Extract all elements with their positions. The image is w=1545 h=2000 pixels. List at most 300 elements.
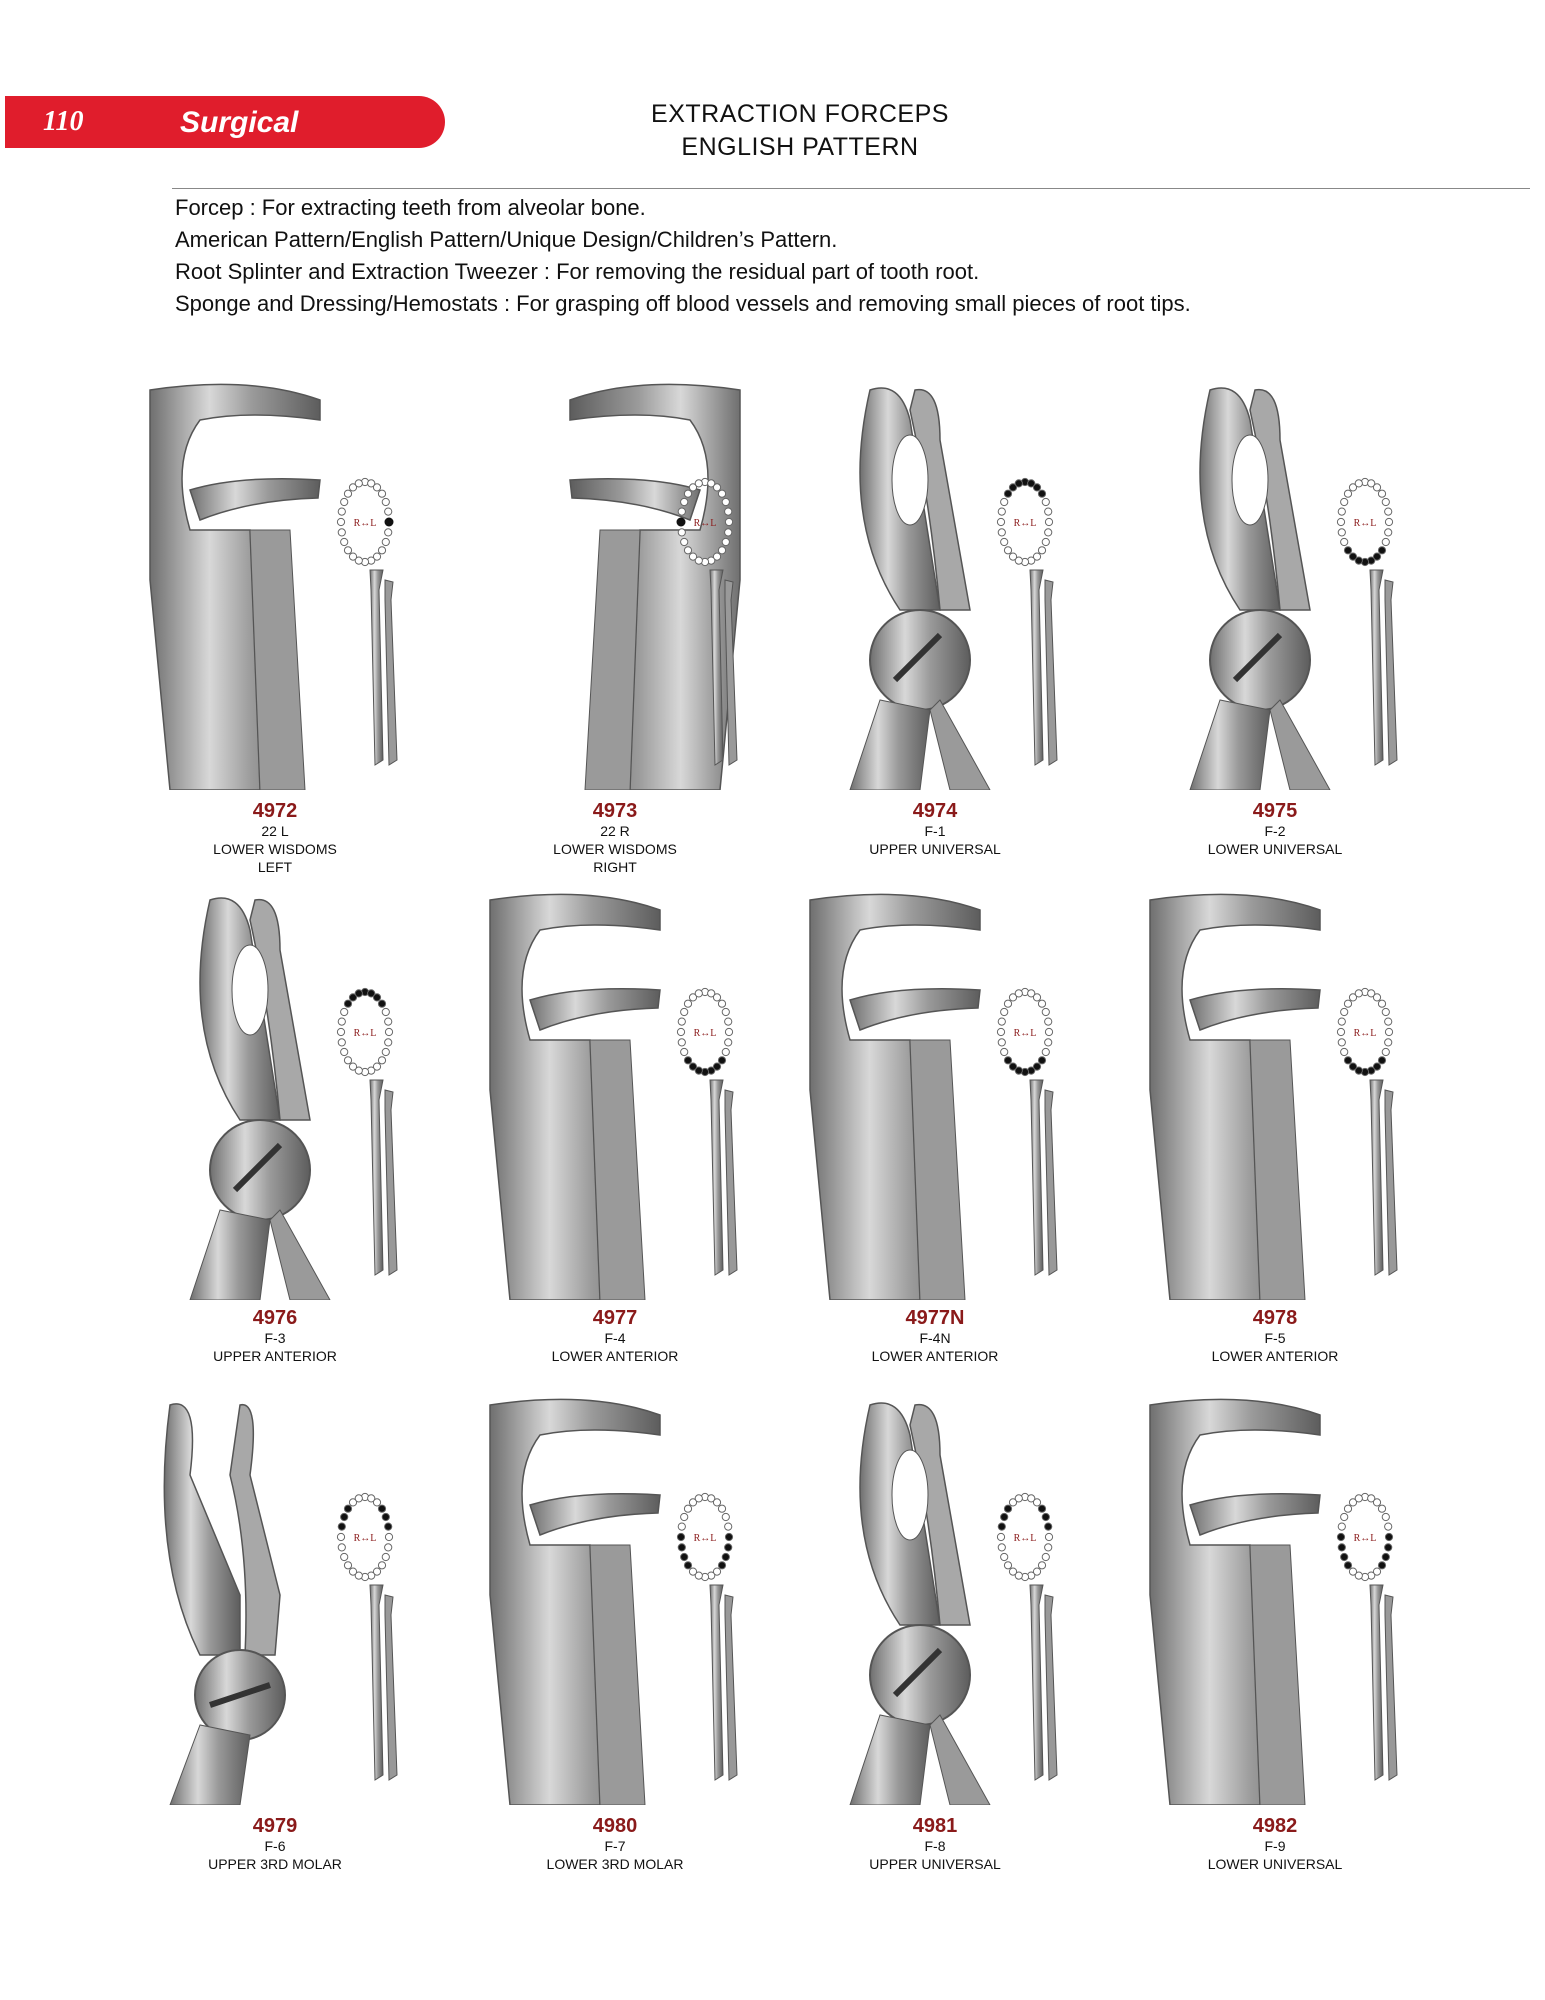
tooth-arch-diagram	[995, 475, 1055, 570]
tooth-mark	[1015, 1495, 1022, 1502]
tooth-mark	[1382, 1008, 1389, 1015]
tooth-mark	[1038, 490, 1045, 497]
tooth-mark	[1341, 1048, 1348, 1055]
product-caption	[1155, 1307, 1395, 1365]
product-code: 4974	[912, 800, 958, 822]
tooth-mark	[684, 1505, 691, 1512]
product-code: 4979	[252, 1815, 298, 1837]
tooth-mark	[337, 1028, 344, 1035]
tooth-mark	[1001, 1008, 1008, 1015]
tooth-mark	[678, 1523, 685, 1530]
arch-wrap	[675, 1490, 735, 1590]
tooth-mark	[718, 547, 725, 554]
tooth-mark	[1001, 538, 1008, 545]
tooth-mark	[718, 490, 725, 497]
forceps-image	[1130, 1395, 1420, 1805]
intro-line: Sponge and Dressing/Hemostats : For grasping off blood vessels and removing small pieces of root tips.	[175, 291, 1191, 316]
tooth-mark	[382, 1513, 389, 1520]
product-model: 22 L	[261, 823, 289, 839]
tooth-mark	[1009, 553, 1016, 560]
tooth-mark	[341, 498, 348, 505]
arch-label: R↔L	[693, 518, 717, 529]
tooth-arch-diagram	[1335, 475, 1395, 570]
product-caption	[155, 1815, 395, 1873]
arch-label: R↔L	[693, 1533, 717, 1544]
tooth-arch-diagram	[1335, 1490, 1395, 1585]
tooth-mark	[1045, 1039, 1052, 1046]
product-caption	[815, 1307, 1055, 1365]
tooth-mark	[385, 1018, 392, 1025]
title-line-2: ENGLISH PATTERN	[681, 133, 919, 161]
tooth-mark	[1045, 1028, 1052, 1035]
tooth-mark	[678, 508, 685, 515]
product-description: LOWER ANTERIOR	[871, 1348, 999, 1364]
tooth-mark	[1033, 484, 1040, 491]
product-model: F-7	[604, 1838, 626, 1854]
product-code: 4977N	[905, 1307, 965, 1329]
tooth-mark	[385, 1028, 392, 1035]
tooth-mark	[1385, 508, 1392, 515]
tooth-mark	[1382, 1048, 1389, 1055]
arch-wrap	[995, 985, 1055, 1085]
tooth-mark	[722, 498, 729, 505]
tooth-mark	[1009, 1568, 1016, 1575]
tooth-mark	[1038, 547, 1045, 554]
tooth-mark	[689, 553, 696, 560]
tooth-mark	[355, 990, 362, 997]
arch-wrap	[335, 985, 395, 1085]
arch-label: R↔L	[1353, 1028, 1377, 1039]
tooth-mark	[382, 498, 389, 505]
tooth-mark	[378, 1000, 385, 1007]
tooth-mark	[1038, 1057, 1045, 1064]
tooth-mark	[1045, 508, 1052, 515]
tooth-arch-diagram	[335, 985, 395, 1080]
product-description: UPPER UNIVERSAL	[869, 841, 1001, 857]
forceps-image	[130, 1395, 420, 1805]
page-number: 110	[43, 106, 84, 137]
intro-text	[175, 192, 1191, 320]
tooth-mark	[1349, 553, 1356, 560]
tooth-mark	[1378, 1057, 1385, 1064]
product-caption	[495, 1307, 735, 1365]
product-model: F-4	[604, 1330, 626, 1346]
product-4977	[470, 890, 760, 1300]
tooth-mark	[1382, 1553, 1389, 1560]
tooth-arch-diagram	[995, 1490, 1055, 1585]
product-caption	[815, 1815, 1055, 1873]
tooth-mark	[713, 994, 720, 1001]
tooth-mark	[338, 1039, 345, 1046]
forceps-image	[130, 380, 420, 790]
tooth-mark	[998, 1039, 1005, 1046]
tooth-mark	[725, 1039, 732, 1046]
tooth-mark	[378, 1562, 385, 1569]
tooth-mark	[1355, 480, 1362, 487]
tooth-mark	[385, 1544, 392, 1551]
tooth-mark	[725, 1523, 732, 1530]
arch-wrap	[675, 475, 735, 575]
tooth-mark	[689, 1063, 696, 1070]
arch-wrap	[995, 1490, 1055, 1590]
intro-line: Root Splinter and Extraction Tweezer : For removing the residual part of tooth root.	[175, 259, 980, 284]
tooth-mark	[1045, 1523, 1052, 1530]
tooth-mark	[1015, 990, 1022, 997]
tooth-mark	[725, 1018, 732, 1025]
product-caption	[495, 1815, 735, 1873]
tooth-mark	[385, 529, 392, 536]
forceps-image	[470, 380, 760, 790]
product-4976	[130, 890, 420, 1300]
intro-line: American Pattern/English Pattern/Unique Design/Children’s Pattern.	[175, 227, 838, 252]
forceps-image	[470, 1395, 760, 1805]
tooth-mark	[349, 553, 356, 560]
tooth-mark	[378, 1505, 385, 1512]
product-description: UPPER ANTERIOR	[213, 1348, 337, 1364]
tooth-mark	[1378, 1562, 1385, 1569]
product-4982	[1130, 1395, 1420, 1805]
tooth-mark	[338, 529, 345, 536]
forceps-image	[790, 890, 1080, 1300]
product-caption	[815, 800, 1055, 858]
product-model: 22 R	[600, 823, 630, 839]
product-description: RIGHT	[593, 859, 637, 875]
tooth-mark	[722, 1048, 729, 1055]
arch-label: R↔L	[1353, 1533, 1377, 1544]
header-divider	[172, 188, 1530, 189]
tooth-mark	[725, 508, 732, 515]
tooth-mark	[1385, 1039, 1392, 1046]
tooth-mark	[1338, 1039, 1345, 1046]
arch-label: R↔L	[1013, 518, 1037, 529]
tooth-mark	[1338, 508, 1345, 515]
tooth-mark	[998, 529, 1005, 536]
product-4975	[1130, 380, 1420, 790]
product-4973	[470, 380, 760, 790]
tooth-mark	[1373, 1499, 1380, 1506]
tooth-arch-diagram	[995, 985, 1055, 1080]
tooth-mark	[1378, 490, 1385, 497]
arch-label: R↔L	[693, 1028, 717, 1039]
arch-label: R↔L	[353, 1028, 377, 1039]
tooth-mark	[718, 1505, 725, 1512]
tooth-mark	[998, 508, 1005, 515]
product-caption	[155, 800, 395, 876]
tooth-mark	[1015, 480, 1022, 487]
arch-label: R↔L	[1013, 1028, 1037, 1039]
tooth-mark	[338, 508, 345, 515]
tooth-mark	[1338, 1018, 1345, 1025]
forceps-image	[790, 1395, 1080, 1805]
tooth-mark	[1042, 498, 1049, 505]
tooth-mark	[722, 538, 729, 545]
product-code: 4977	[592, 1307, 638, 1329]
tooth-mark	[1373, 994, 1380, 1001]
product-caption	[1155, 800, 1395, 858]
tooth-mark	[341, 1008, 348, 1015]
tooth-mark	[1001, 1513, 1008, 1520]
tooth-mark	[378, 490, 385, 497]
tooth-mark	[678, 1544, 685, 1551]
tooth-mark	[355, 480, 362, 487]
tooth-mark	[695, 990, 702, 997]
tooth-mark	[344, 1562, 351, 1569]
tooth-mark	[341, 1553, 348, 1560]
tooth-mark	[1338, 529, 1345, 536]
tooth-mark	[677, 1028, 684, 1035]
tooth-mark	[1341, 1008, 1348, 1015]
tooth-mark	[718, 1562, 725, 1569]
tooth-mark	[695, 1495, 702, 1502]
tooth-mark	[373, 994, 380, 1001]
tooth-mark	[725, 1028, 732, 1035]
tooth-mark	[722, 1008, 729, 1015]
tooth-mark	[1038, 1000, 1045, 1007]
tooth-mark	[722, 1553, 729, 1560]
arch-wrap	[675, 985, 735, 1085]
tooth-mark	[1045, 518, 1052, 525]
tooth-mark	[341, 1513, 348, 1520]
product-description: LOWER WISDOMS	[553, 841, 677, 857]
tooth-mark	[1042, 1553, 1049, 1560]
arch-wrap	[1335, 1490, 1395, 1590]
product-model: F-2	[1264, 823, 1286, 839]
arch-wrap	[1335, 985, 1395, 1085]
tooth-mark	[1385, 518, 1392, 525]
tooth-mark	[689, 1568, 696, 1575]
product-description: LOWER UNIVERSAL	[1207, 1856, 1343, 1872]
tooth-mark	[1341, 498, 1348, 505]
forceps-image	[1130, 890, 1420, 1300]
tooth-mark	[1344, 490, 1351, 497]
product-description: UPPER 3RD MOLAR	[208, 1856, 342, 1872]
tooth-mark	[681, 1553, 688, 1560]
tooth-mark	[1033, 1499, 1040, 1506]
product-4972	[130, 380, 420, 790]
product-description: LOWER 3RD MOLAR	[546, 1856, 684, 1872]
tooth-mark	[355, 1495, 362, 1502]
product-4978	[1130, 890, 1420, 1300]
arch-label: R↔L	[1353, 518, 1377, 529]
product-4977N	[790, 890, 1080, 1300]
tooth-mark	[382, 538, 389, 545]
tooth-mark	[722, 1513, 729, 1520]
intro-line: Forcep : For extracting teeth from alveolar bone.	[175, 195, 646, 220]
tooth-mark	[349, 1063, 356, 1070]
tooth-mark	[678, 1039, 685, 1046]
tooth-mark	[1042, 1513, 1049, 1520]
tooth-mark	[1385, 1523, 1392, 1530]
tooth-mark	[1042, 1048, 1049, 1055]
tooth-mark	[677, 1533, 684, 1540]
tooth-mark	[382, 1048, 389, 1055]
tooth-mark	[1004, 1505, 1011, 1512]
tooth-mark	[1038, 1562, 1045, 1569]
page-title	[560, 98, 1040, 164]
tooth-mark	[337, 1533, 344, 1540]
tooth-mark	[678, 529, 685, 536]
tooth-mark	[725, 518, 732, 525]
arch-wrap	[335, 475, 395, 575]
product-4979	[130, 1395, 420, 1805]
tooth-arch-diagram	[675, 475, 735, 570]
tooth-mark	[1341, 1513, 1348, 1520]
tooth-mark	[713, 484, 720, 491]
tooth-mark	[385, 508, 392, 515]
tooth-mark	[338, 1018, 345, 1025]
tooth-mark	[1042, 538, 1049, 545]
tooth-mark	[382, 1553, 389, 1560]
product-model: F-5	[1264, 1330, 1286, 1346]
tooth-mark	[1344, 1562, 1351, 1569]
product-model: F-4N	[919, 1330, 951, 1346]
tooth-mark	[1385, 1544, 1392, 1551]
tooth-mark	[684, 1000, 691, 1007]
product-description: LEFT	[257, 859, 293, 875]
product-description: LOWER ANTERIOR	[1211, 1348, 1339, 1364]
arch-wrap	[995, 475, 1055, 575]
tooth-mark	[1341, 538, 1348, 545]
tooth-mark	[1349, 1063, 1356, 1070]
tooth-mark	[1038, 1505, 1045, 1512]
tooth-mark	[1004, 547, 1011, 554]
product-4981	[790, 1395, 1080, 1805]
tooth-mark	[997, 1533, 1004, 1540]
tooth-mark	[998, 1544, 1005, 1551]
forceps-image	[130, 890, 420, 1300]
tooth-mark	[678, 1018, 685, 1025]
tooth-arch-diagram	[1335, 985, 1395, 1080]
section-tab	[5, 96, 445, 148]
tooth-mark	[1004, 1000, 1011, 1007]
tooth-mark	[378, 547, 385, 554]
product-code: 4978	[1252, 1307, 1298, 1329]
tooth-mark	[1004, 1057, 1011, 1064]
tooth-mark	[1337, 518, 1344, 525]
product-description: LOWER UNIVERSAL	[1207, 841, 1343, 857]
product-description: UPPER UNIVERSAL	[869, 1856, 1001, 1872]
tooth-mark	[998, 1523, 1005, 1530]
product-4980	[470, 1395, 760, 1805]
tooth-mark	[385, 1523, 392, 1530]
product-code: 4975	[1252, 800, 1298, 822]
tooth-mark	[344, 490, 351, 497]
arch-label: R↔L	[353, 518, 377, 529]
arch-wrap	[335, 1490, 395, 1590]
tooth-mark	[1338, 1544, 1345, 1551]
tooth-mark	[725, 1533, 732, 1540]
tooth-mark	[684, 490, 691, 497]
tooth-arch-diagram	[675, 985, 735, 1080]
tooth-mark	[344, 1057, 351, 1064]
product-model: F-6	[264, 1838, 286, 1854]
tooth-mark	[1385, 529, 1392, 536]
product-code: 4981	[912, 1815, 958, 1837]
tooth-mark	[684, 547, 691, 554]
tooth-mark	[1373, 484, 1380, 491]
tooth-mark	[684, 1562, 691, 1569]
tooth-mark	[1009, 1063, 1016, 1070]
tooth-mark	[344, 1505, 351, 1512]
product-description: LOWER ANTERIOR	[551, 1348, 679, 1364]
forceps-image	[470, 890, 760, 1300]
tooth-mark	[1045, 1533, 1052, 1540]
tooth-mark	[382, 1008, 389, 1015]
tooth-mark	[713, 1499, 720, 1506]
tooth-arch-diagram	[335, 1490, 395, 1585]
product-4974	[790, 380, 1080, 790]
tooth-mark	[1385, 1533, 1392, 1540]
product-model: F-9	[1264, 1838, 1286, 1854]
tooth-mark	[338, 1523, 345, 1530]
product-model: F-8	[924, 1838, 946, 1854]
tooth-mark	[1385, 1018, 1392, 1025]
tooth-mark	[1382, 538, 1389, 545]
tooth-mark	[1045, 529, 1052, 536]
tooth-mark	[997, 1028, 1004, 1035]
tooth-mark	[1337, 1028, 1344, 1035]
tooth-mark	[1344, 1057, 1351, 1064]
tooth-mark	[373, 1499, 380, 1506]
tooth-mark	[1033, 994, 1040, 1001]
tooth-mark	[998, 1018, 1005, 1025]
tooth-mark	[1382, 498, 1389, 505]
title-line-1: EXTRACTION FORCEPS	[651, 100, 949, 128]
product-model: F-3	[264, 1330, 286, 1346]
tooth-mark	[718, 1057, 725, 1064]
tooth-mark	[681, 538, 688, 545]
tooth-mark	[1378, 1000, 1385, 1007]
tooth-mark	[1338, 1523, 1345, 1530]
tooth-mark	[725, 1544, 732, 1551]
tooth-mark	[1378, 1505, 1385, 1512]
section-label: Surgical	[180, 106, 299, 139]
tooth-mark	[344, 1000, 351, 1007]
tooth-mark	[1004, 1562, 1011, 1569]
tooth-mark	[1355, 1495, 1362, 1502]
product-code: 4982	[1252, 1815, 1298, 1837]
tooth-mark	[1341, 1553, 1348, 1560]
tooth-mark	[349, 1568, 356, 1575]
product-caption	[155, 1307, 395, 1365]
tooth-mark	[1355, 990, 1362, 997]
tooth-mark	[385, 1533, 392, 1540]
tooth-mark	[341, 538, 348, 545]
tooth-mark	[1045, 1018, 1052, 1025]
side-marker	[677, 518, 686, 527]
tooth-mark	[1344, 547, 1351, 554]
tooth-mark	[725, 529, 732, 536]
tooth-mark	[1337, 1533, 1344, 1540]
tooth-mark	[337, 518, 344, 525]
tooth-mark	[1045, 1544, 1052, 1551]
forceps-image	[1130, 380, 1420, 790]
arch-label: R↔L	[353, 1533, 377, 1544]
tooth-arch-diagram	[675, 1490, 735, 1585]
tooth-mark	[681, 1008, 688, 1015]
product-description: LOWER WISDOMS	[213, 841, 337, 857]
tooth-mark	[1001, 498, 1008, 505]
tooth-mark	[997, 518, 1004, 525]
tooth-mark	[681, 1513, 688, 1520]
tooth-mark	[344, 547, 351, 554]
forceps-image	[790, 380, 1080, 790]
product-code: 4973	[592, 800, 638, 822]
tooth-mark	[684, 1057, 691, 1064]
tooth-mark	[373, 484, 380, 491]
tooth-arch-diagram	[335, 475, 395, 570]
tooth-mark	[1344, 1505, 1351, 1512]
